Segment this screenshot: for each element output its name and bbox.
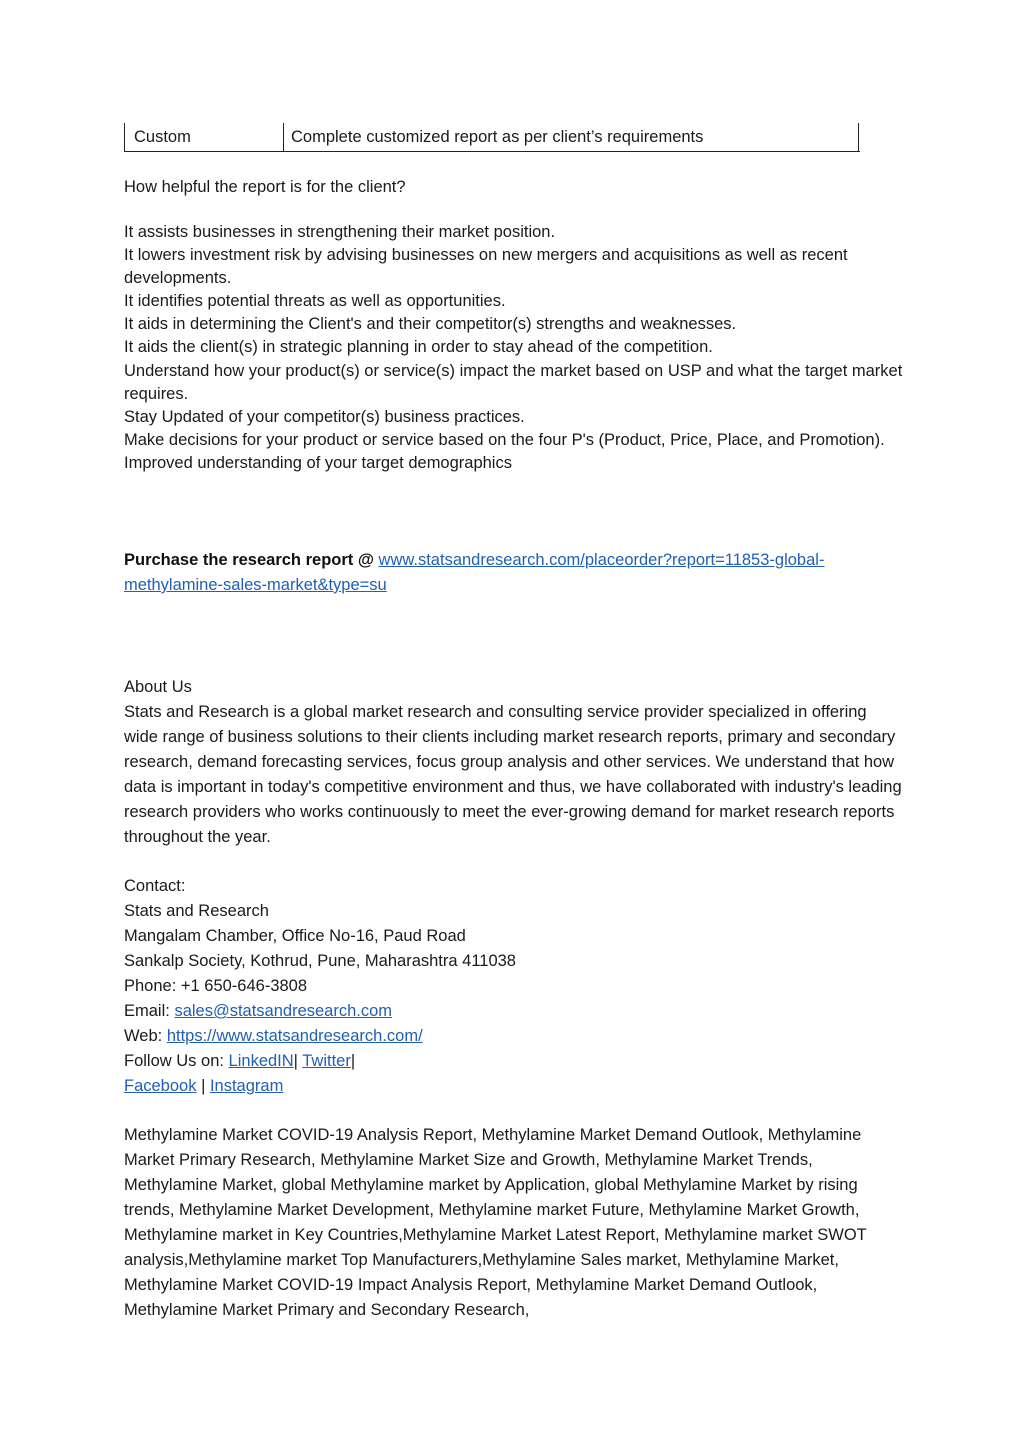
contact-heading: Contact: — [124, 877, 186, 895]
web-label: Web: — [124, 1027, 163, 1045]
separator: | — [293, 1052, 298, 1070]
list-item: Make decisions for your product or service based on the four P's (Product, Price, Place, and Promotion). — [124, 430, 885, 449]
email-label: Email: — [124, 1002, 170, 1020]
follow-row — [124, 1049, 904, 1074]
contact-section — [124, 874, 904, 1099]
list-item: Stay Updated of your competitor(s) business practices. — [124, 407, 525, 426]
contact-address-line1: Mangalam Chamber, Office No-16, Paud Road — [124, 927, 466, 945]
separator: | — [350, 1052, 356, 1070]
pricing-table-row — [124, 123, 860, 152]
about-body: Stats and Research is a global market research and consulting service provider specialized in offering wide range of business solutions to their clients including market research reports, primary and secondary research, demand forecasting services, focus group analysis and other services. We understand that how data is important in today's competitive environment and thus, we have collaborated with industry's leading research providers who works continuously to meet the ever-growing demand for market research reports throughout the year. — [124, 703, 902, 846]
table-cell-type — [124, 123, 284, 151]
table-cell-type-text: Custom — [134, 128, 191, 146]
about-heading: About Us — [124, 678, 192, 696]
facebook-link[interactable]: Facebook — [124, 1077, 197, 1095]
benefits-list — [124, 221, 904, 475]
list-item: It aids in determining the Client's and their competitor(s) strengths and weaknesses. — [124, 315, 737, 334]
linkedin-link[interactable]: LinkedIN — [228, 1052, 294, 1070]
table-cell-description-text: Complete customized report as per client’s requirements — [291, 128, 704, 146]
separator: | — [201, 1077, 206, 1095]
contact-email-row — [124, 999, 904, 1024]
contact-web-row — [124, 1024, 904, 1049]
keywords-paragraph: Methylamine Market COVID-19 Analysis Report, Methylamine Market Demand Outlook, Methylamine Market Primary Research, Methylamine Market Size and Growth, Methylamine Market Trends, Methylamine Market, global Methylamine market by Application, global Methylamine Market by rising trends, Methylamine Market Development, Methylamine market Future, Methylamine Market Growth, Methylamine market in Key Countries,Methylamine Market Latest Report, Methylamine market SWOT analysis,Methylamine market Top Manufacturers,Methylamine Sales market, Methylamine Market, Methylamine Market COVID-19 Impact Analysis Report, Methylamine Market Demand Outlook, Methylamine Market Primary and Secondary Research, — [124, 1126, 867, 1319]
list-item: Understand how your product(s) or service(s) impact the market based on USP and what the target market requires. — [124, 361, 903, 403]
contact-phone: Phone: +1 650-646-3808 — [124, 977, 308, 995]
list-item: It lowers investment risk by advising businesses on new mergers and acquisitions as well as recent developments. — [124, 246, 848, 288]
list-item: Improved understanding of your target demographics — [124, 453, 512, 472]
about-section — [124, 675, 904, 850]
email-link[interactable]: sales@statsandresearch.com — [174, 1002, 393, 1020]
web-link[interactable]: https://www.statsandresearch.com/ — [166, 1027, 423, 1045]
instagram-link[interactable]: Instagram — [209, 1077, 284, 1095]
purchase-link[interactable]: www.statsandresearch.com/placeorder?report=11853-global-methylamine-sales-market&type=su — [124, 551, 825, 594]
list-item: It aids the client(s) in strategic planning in order to stay ahead of the competition. — [124, 338, 713, 357]
purchase-label: Purchase the research report @ — [124, 551, 374, 569]
twitter-link[interactable]: Twitter — [302, 1052, 351, 1070]
contact-address-line2: Sankalp Society, Kothrud, Pune, Maharashtra 411038 — [124, 952, 516, 970]
table-cell-description — [283, 123, 859, 151]
purchase-section — [124, 548, 904, 598]
list-item: It identifies potential threats as well as opportunities. — [124, 292, 506, 311]
follow-label: Follow Us on: — [124, 1052, 224, 1070]
social-row — [124, 1074, 904, 1099]
contact-company: Stats and Research — [124, 902, 269, 920]
list-item: It assists businesses in strengthening their market position. — [124, 223, 556, 241]
section-question: How helpful the report is for the client? — [124, 178, 406, 196]
